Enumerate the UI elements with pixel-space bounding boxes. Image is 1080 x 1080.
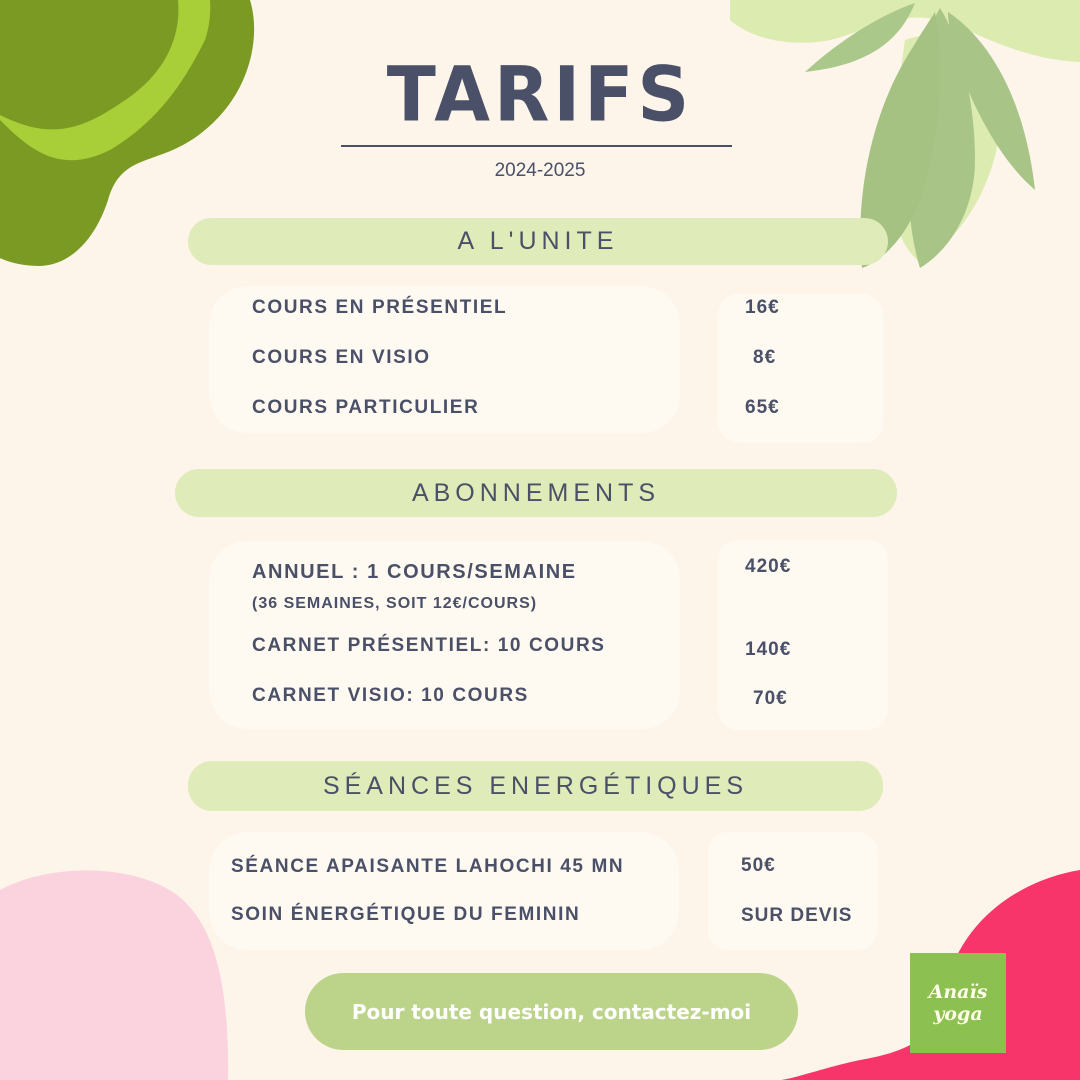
energetiques-prices-card [708, 832, 878, 950]
price-cours-presentiel: 16€ [745, 297, 780, 318]
price-cours-visio: 8€ [753, 347, 777, 368]
item-cours-presentiel: COURS EN PRÉSENTIEL [252, 297, 508, 318]
item-cours-visio: COURS EN VISIO [252, 347, 431, 368]
price-seance-lahochi: 50€ [741, 855, 776, 876]
page-title: TARIFS [386, 49, 694, 139]
unite-prices-card [718, 294, 883, 443]
title-underline [341, 145, 732, 147]
item-carnet-presentiel: CARNET PRÉSENTIEL: 10 COURS [252, 635, 606, 656]
logo-line-2: yoga [933, 1003, 983, 1025]
pink-blob [0, 870, 228, 1080]
item-seance-lahochi: SÉANCE APAISANTE LAHOCHI 45 MN [231, 856, 625, 877]
anais-yoga-logo [910, 953, 1006, 1053]
abonnements-prices-card [718, 540, 888, 730]
item-carnet-visio: CARNET VISIO: 10 COURS [252, 685, 529, 706]
section-heading-abonnements: ABONNEMENTS [175, 469, 897, 517]
season-year: 2024-2025 [494, 160, 586, 181]
contact-button[interactable]: Pour toute question, contactez-moi [305, 973, 798, 1050]
item-cours-particulier: COURS PARTICULIER [252, 397, 480, 418]
price-carnet-presentiel: 140€ [745, 639, 792, 660]
section-heading-energetiques: SÉANCES ENERGÉTIQUES [188, 761, 883, 811]
item-annuel: ANNUEL : 1 COURS/SEMAINE [252, 561, 577, 583]
price-carnet-visio: 70€ [753, 688, 788, 709]
item-soin-feminin: SOIN ÉNERGÉTIQUE DU FEMININ [231, 904, 581, 925]
item-annuel-note: (36 SEMAINES, SOIT 12€/COURS) [252, 595, 538, 612]
energetiques-items-card [209, 832, 679, 950]
price-soin-feminin: SUR DEVIS [741, 905, 853, 926]
section-heading-unite: A L'UNITE [188, 218, 888, 265]
price-cours-particulier: 65€ [745, 397, 780, 418]
price-annuel: 420€ [745, 556, 792, 577]
logo-line-1: Anaïs [928, 981, 988, 1003]
